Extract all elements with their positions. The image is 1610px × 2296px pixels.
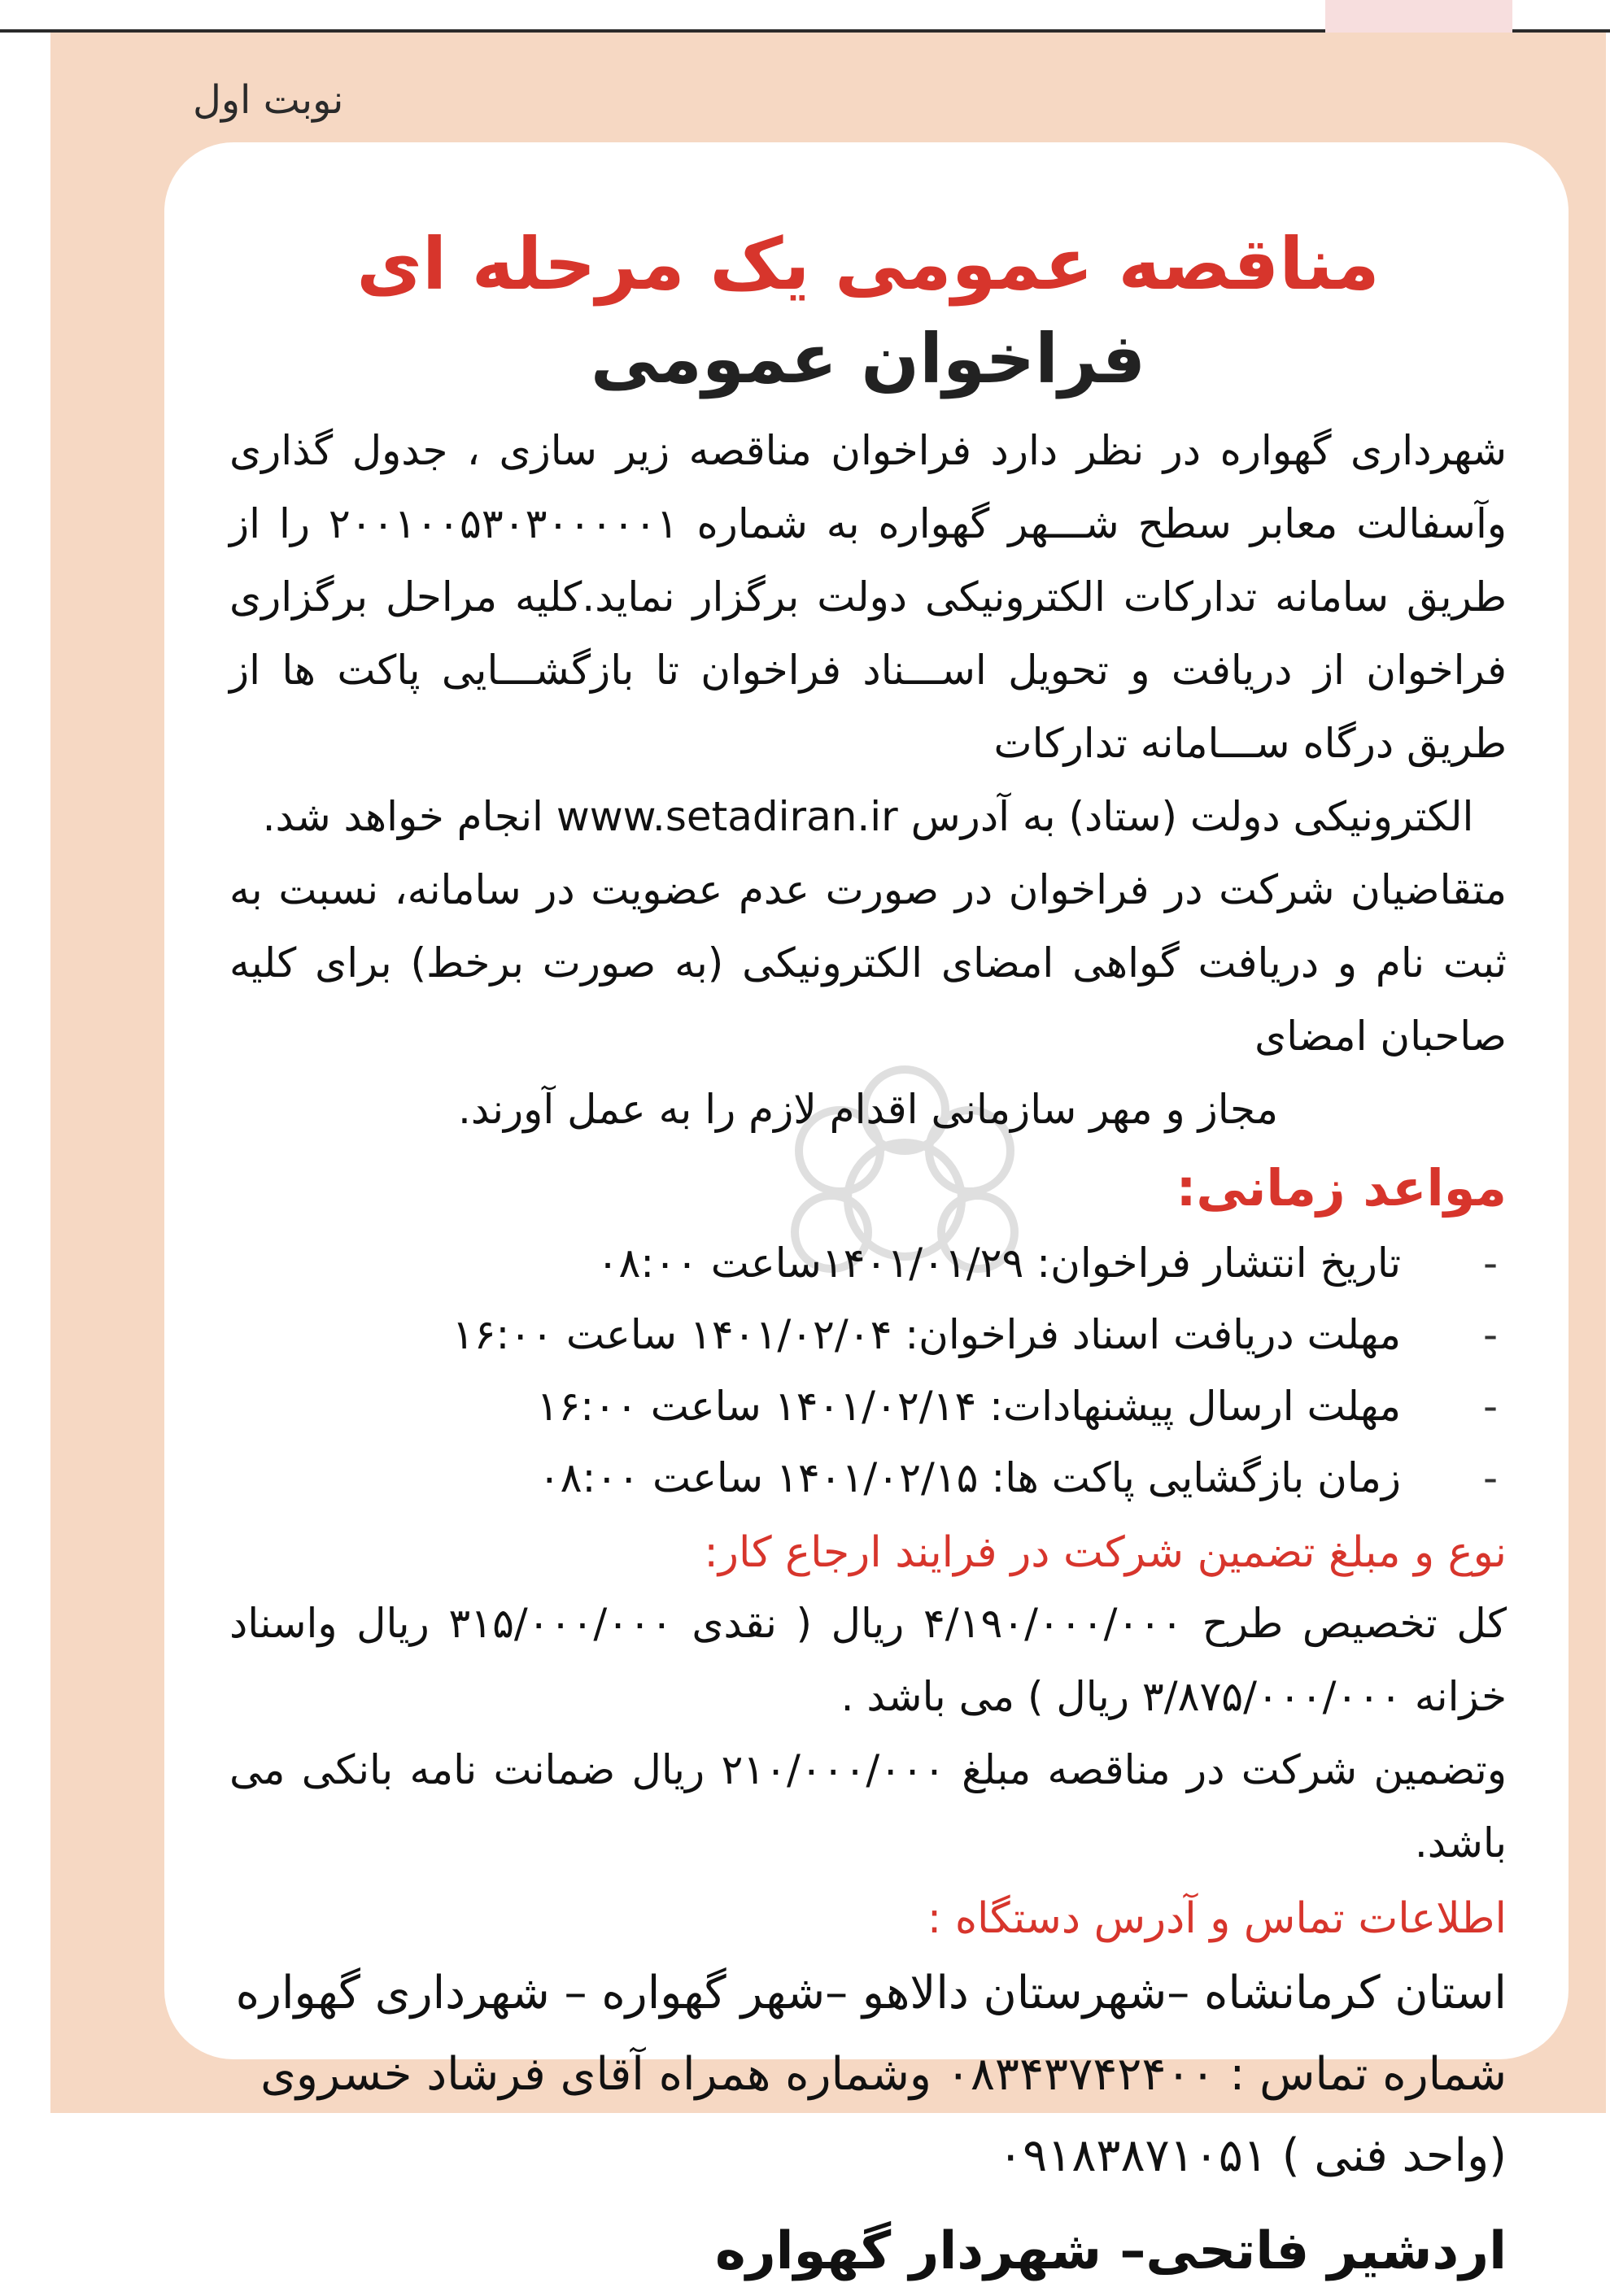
applicants-last-line: مجاز و مهر سازمانی اقدام لازم را به عمل آورند. <box>457 1086 1279 1133</box>
page-title: مناقصه عمومی یک مرحله ای <box>356 222 1380 306</box>
guarantee-heading: نوع و مبلغ تضمین شرکت در فرایند ارجاع کار: <box>704 1528 1507 1577</box>
schedule-item <box>229 1370 1507 1442</box>
phone-line: شماره تماس : ۰۸۳۴۳۷۴۲۴۰۰ وشماره همراه آقای فرشاد خسروی (واحد فنی ) ۰۹۱۸۳۸۷۱۰۵۱ <box>260 2048 1507 2182</box>
address-line: استان کرمانشاه –شهرستان دالاهو –شهر گهواره – شهرداری گهواره <box>235 1967 1507 2019</box>
dash-marker: - <box>1482 1383 1499 1430</box>
page-subtitle: فراخوان عمومی <box>590 319 1146 399</box>
intro-last-line: الکترونیکی دولت (ستاد) به آدرس www.setadiran.ir انجام خواهد شد. <box>262 793 1474 840</box>
notice-label: نوبت اول <box>193 77 344 123</box>
budget-paragraph: کل تخصیص طرح ۴/۱۹۰/۰۰۰/۰۰۰ ریال ( نقدی ۳۱۵/۰۰۰/۰۰۰ ریال واسناد خزانه ۳/۸۷۵/۰۰۰/۰۰۰ ریال ) می باشد . <box>229 1600 1507 1720</box>
schedule-text: زمان بازگشایی پاکت ها: ۱۴۰۱/۰۲/۱۵ ساعت ۰۸:۰۰ <box>538 1454 1401 1501</box>
schedule-text: مهلت دریافت اسناد فراخوان: ۱۴۰۱/۰۲/۰۴ ساعت ۱۶:۰۰ <box>452 1311 1401 1358</box>
dash-marker: - <box>1482 1239 1499 1287</box>
contact-heading: اطلاعات تماس و آدرس دستگاه : <box>927 1894 1507 1943</box>
schedule-text: تاریخ انتشار فراخوان: ۱۴۰۱/۰۱/۲۹ساعت ۰۸:۰۰ <box>596 1239 1401 1287</box>
schedule-list <box>229 1227 1507 1514</box>
corner-decoration <box>1325 0 1512 33</box>
schedule-item <box>229 1442 1507 1514</box>
guarantee-paragraph: وتضمین شرکت در مناقصه مبلغ ۲۱۰/۰۰۰/۰۰۰ ریال ضمانت نامه بانکی می باشد. <box>229 1746 1507 1867</box>
ad-content <box>229 216 1507 2296</box>
intro-paragraph: شهرداری گهواره در نظر دارد فراخوان مناقصه زیر سازی ، جدول گذاری وآسفالت معابر سطح شـــهر گهواره به شماره ۲۰۰۱۰۰۵۳۰۳۰۰۰۰۰۱ را از طریق سامانه تدارکات الکترونیکی دولت برگزار نماید.کلیه مراحل برگزاری فراخوان از دریافت و تحویل اســـناد فراخوان تا بازگشـــایی پاکت ها از طریق درگاه ســـامانه تدارکات <box>229 427 1507 767</box>
signature: اردشیر فاتحی– شهردار گهواره <box>715 2221 1507 2281</box>
schedule-text: مهلت ارسال پیشنهادات: ۱۴۰۱/۰۲/۱۴ ساعت ۱۶:۰۰ <box>536 1383 1401 1430</box>
dash-marker: - <box>1482 1454 1499 1501</box>
schedule-heading: مواعد زمانی: <box>1176 1158 1507 1218</box>
ad-frame <box>50 33 1606 2281</box>
ad-card <box>164 142 1569 2281</box>
applicants-paragraph: متقاضیان شرکت در فراخوان در صورت عدم عضویت در سامانه، نسبت به ثبت نام و دریافت گواهی امضای الکترونیکی (به صورت برخط) برای کلیه صاحبان امضای <box>229 866 1507 1060</box>
dash-marker: - <box>1482 1311 1499 1358</box>
schedule-item <box>229 1299 1507 1370</box>
schedule-item <box>229 1227 1507 1299</box>
